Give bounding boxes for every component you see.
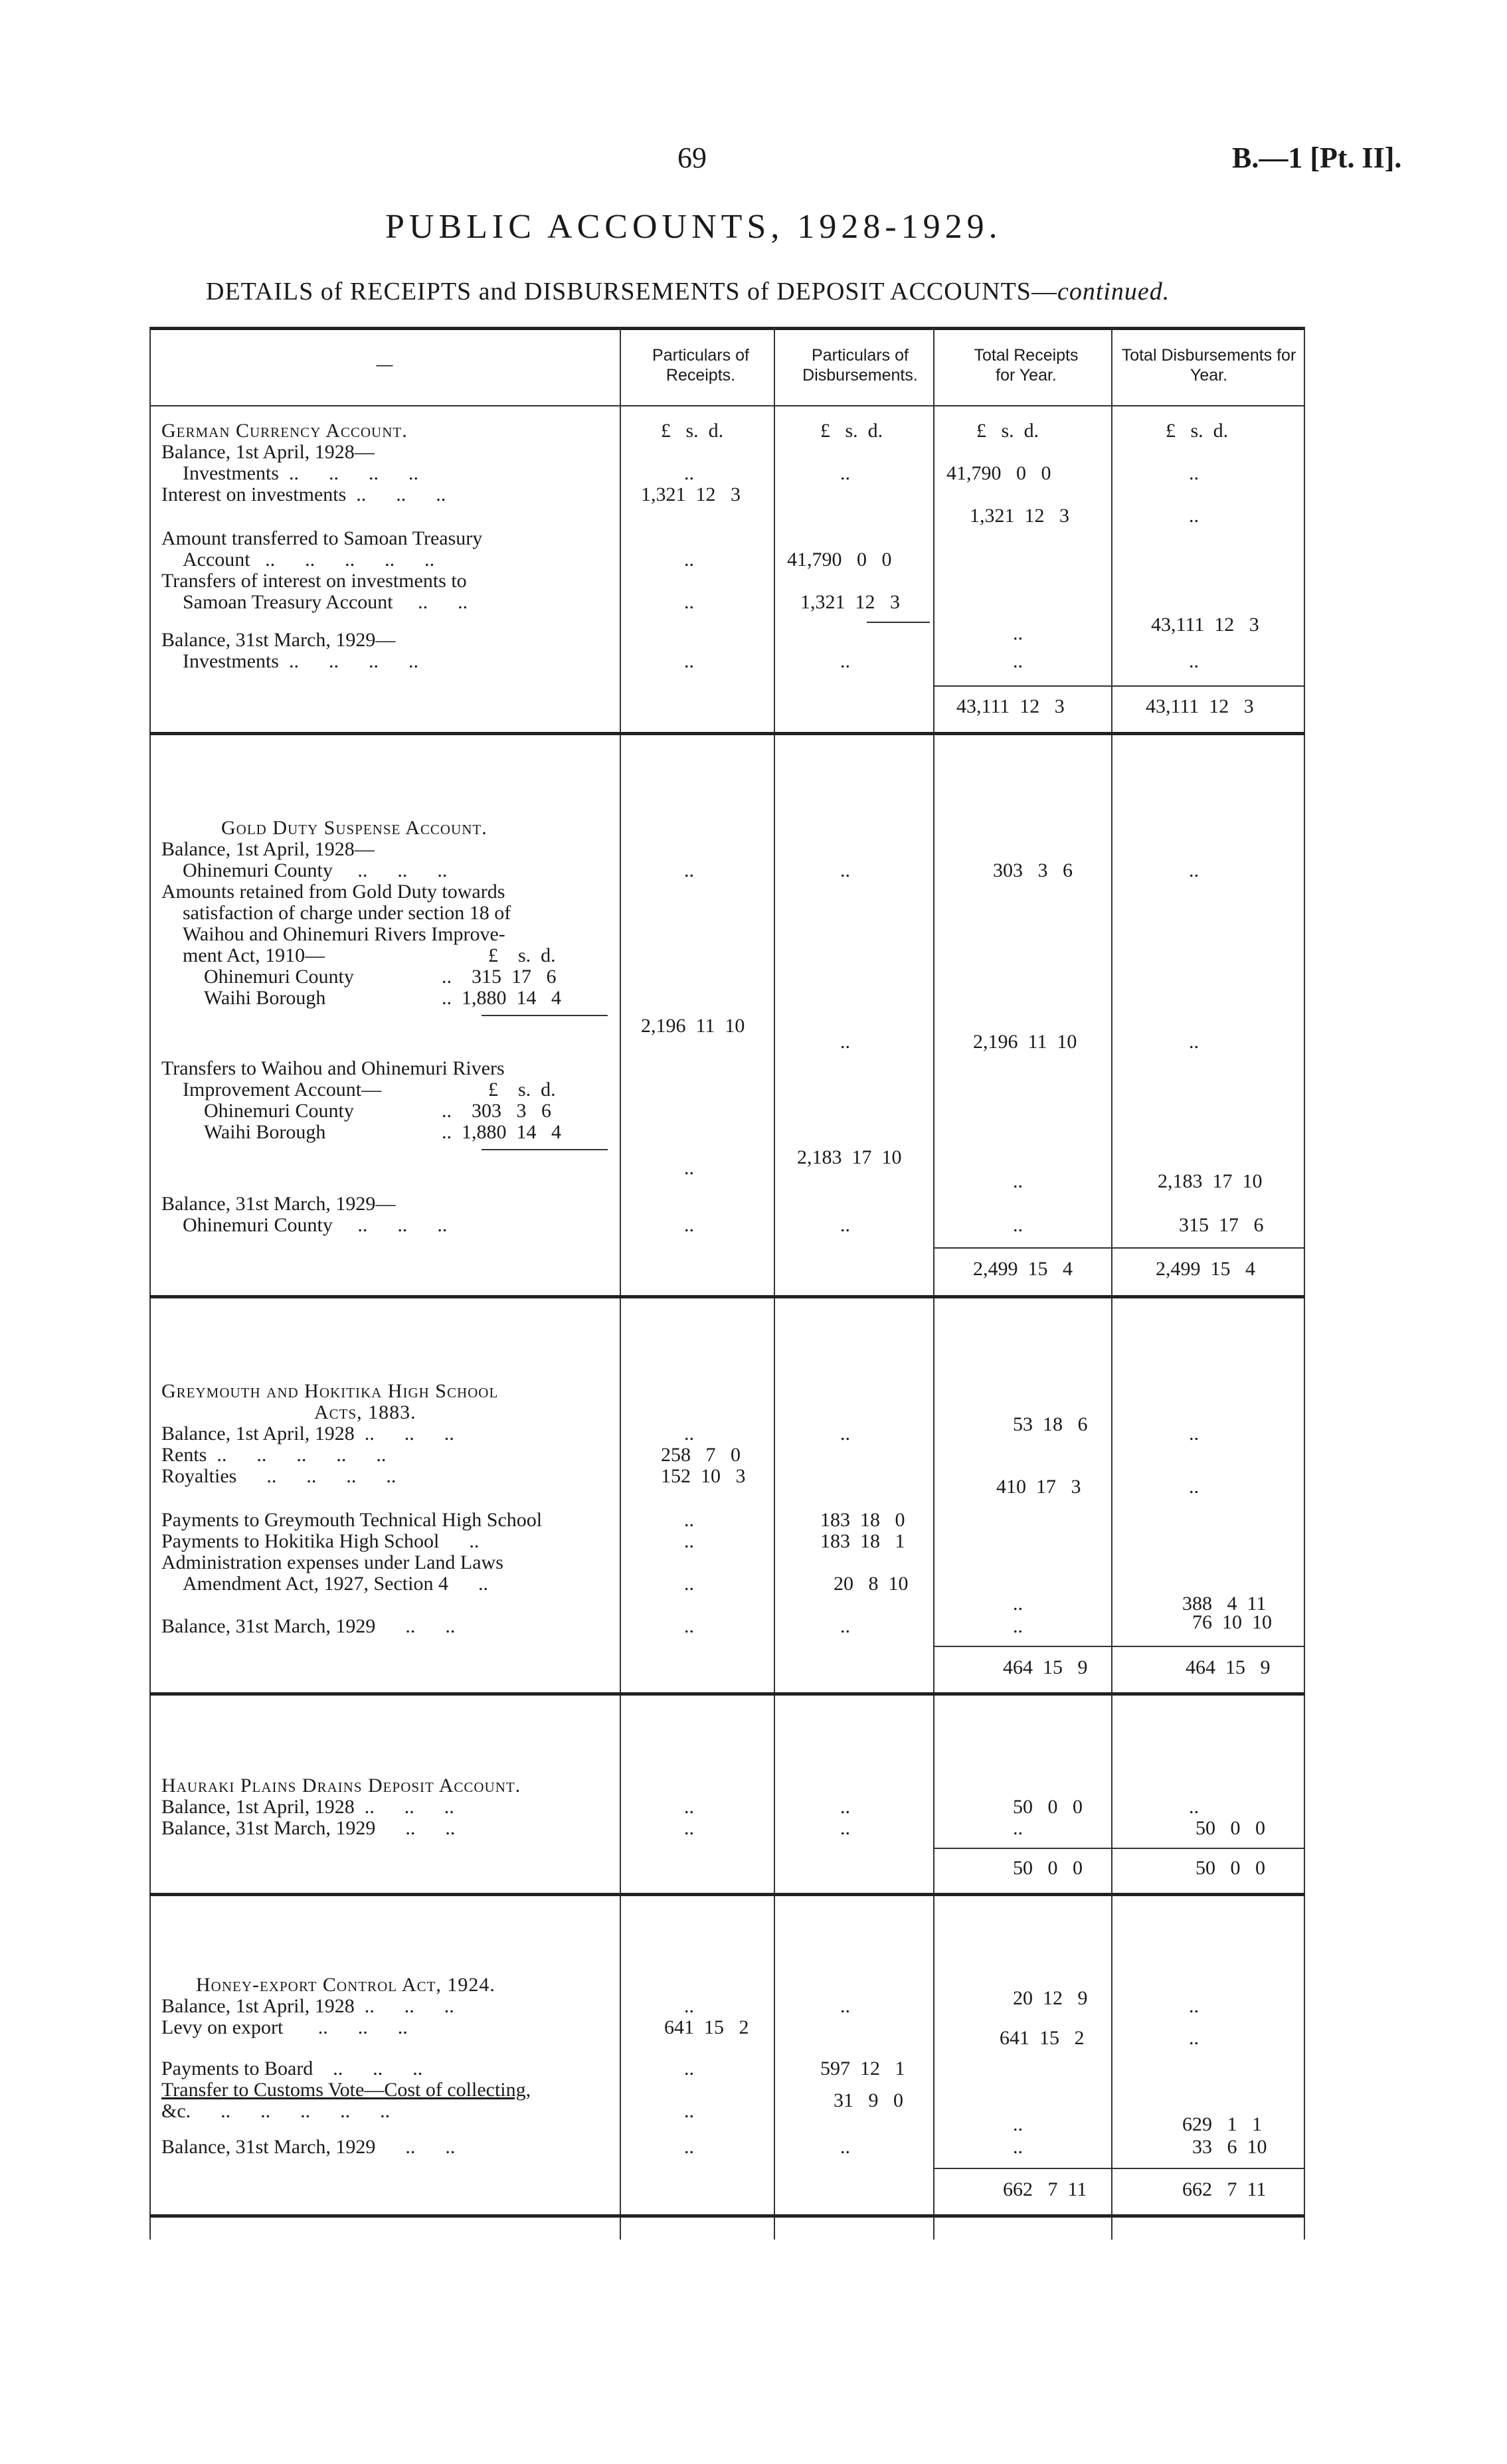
subtitle-main: DETAILS of RECEIPTS and DISBURSEMENTS of DEPOSIT ACCOUNTS— bbox=[206, 278, 1057, 306]
dots: .. bbox=[840, 1031, 850, 1053]
german-line: Investments .. .. .. .. bbox=[183, 462, 418, 484]
total-rule bbox=[934, 2168, 1304, 2169]
gold-line: Ohinemuri County .. .. .. bbox=[183, 859, 448, 881]
hauraki-total-disb-balance: 50 0 0 bbox=[1196, 1817, 1265, 1839]
dots: .. bbox=[684, 549, 694, 571]
dots: .. bbox=[1189, 1031, 1199, 1053]
gold-amount-waihi: .. 1,880 14 4 bbox=[442, 987, 561, 1009]
honey-line: Balance, 1st April, 1928 .. .. .. bbox=[161, 1995, 454, 2017]
dots: .. bbox=[684, 1573, 694, 1595]
table-top-rule bbox=[149, 327, 1305, 330]
page-subtitle bbox=[206, 277, 1170, 306]
german-grand-total-disbursements: 43,111 12 3 bbox=[1146, 695, 1254, 717]
gold-line: Balance, 1st April, 1928— bbox=[161, 838, 375, 860]
dots: .. bbox=[840, 462, 850, 484]
greymouth-line: Balance, 31st March, 1929 .. .. bbox=[161, 1615, 456, 1637]
german-grand-total-receipts: 43,111 12 3 bbox=[956, 695, 1065, 717]
greymouth-line: Royalties .. .. .. .. bbox=[161, 1465, 397, 1487]
dots: .. bbox=[840, 1423, 850, 1445]
dots: .. bbox=[1189, 2027, 1199, 2049]
gold-transfer-waihi: .. 1,880 14 4 bbox=[442, 1121, 561, 1143]
col-head-disbursements: Particulars of Disbursements. bbox=[802, 346, 918, 385]
honey-receipts-levy: 641 15 2 bbox=[664, 2016, 749, 2038]
dots: .. bbox=[684, 859, 694, 881]
dots: .. bbox=[840, 1995, 850, 2017]
document-reference: B.—1 [Pt. II]. bbox=[1232, 141, 1402, 174]
gold-total-disb-transfers: 2,183 17 10 bbox=[1158, 1170, 1263, 1192]
greymouth-total-disb-balance: 76 10 10 bbox=[1192, 1611, 1272, 1633]
greymouth-receipts-royalties: 152 10 3 bbox=[661, 1465, 746, 1487]
dots: .. bbox=[1189, 1796, 1199, 1818]
greymouth-grand-total-disbursements: 464 15 9 bbox=[1186, 1656, 1271, 1678]
german-disb-transfers: 1,321 12 3 bbox=[800, 591, 900, 613]
col-rule-total-receipts bbox=[933, 327, 934, 2240]
col-head-total-receipts: Total Receipts for Year. bbox=[974, 346, 1079, 385]
dots: .. bbox=[840, 1615, 850, 1637]
honey-line: Levy on export .. .. .. bbox=[161, 2016, 408, 2038]
dots: .. bbox=[684, 1214, 694, 1236]
gold-title: Gold Duty Suspense Account. bbox=[221, 817, 488, 839]
hauraki-line: Balance, 1st April, 1928 .. .. .. bbox=[161, 1796, 454, 1818]
dots: .. bbox=[684, 2100, 694, 2122]
greymouth-grand-total-receipts: 464 15 9 bbox=[1003, 1656, 1088, 1678]
hauraki-line: Balance, 31st March, 1929 .. .. bbox=[161, 1817, 456, 1839]
subtotal-rule bbox=[482, 1149, 608, 1150]
dots: .. bbox=[1013, 1214, 1023, 1236]
section-rule bbox=[149, 1893, 1305, 1896]
frame-left bbox=[149, 327, 151, 2240]
german-disb-amount-transferred: 41,790 0 0 bbox=[787, 549, 892, 571]
hauraki-grand-total-disbursements: 50 0 0 bbox=[1196, 1857, 1265, 1879]
dots: .. bbox=[684, 1615, 694, 1637]
col-rule-receipts bbox=[620, 327, 621, 2240]
gold-line: Improvement Account— bbox=[183, 1079, 382, 1100]
hauraki-total-receipts-balance: 50 0 0 bbox=[1013, 1796, 1083, 1818]
greymouth-line: Administration expenses under Land Laws bbox=[161, 1551, 503, 1573]
dots: .. bbox=[840, 1214, 850, 1236]
dots: .. bbox=[1013, 2136, 1023, 2158]
dots: .. bbox=[840, 1817, 850, 1839]
gold-total-disb-balance: 315 17 6 bbox=[1179, 1214, 1264, 1236]
subtotal-rule bbox=[482, 1015, 608, 1016]
dots: .. bbox=[684, 1530, 694, 1552]
german-line: Investments .. .. .. .. bbox=[183, 650, 418, 672]
honey-total-receipts-levy: 641 15 2 bbox=[1000, 2027, 1085, 2049]
honey-line: Balance, 31st March, 1929 .. .. bbox=[161, 2136, 456, 2158]
dots: .. bbox=[684, 1423, 694, 1445]
honey-title: Honey-export Control Act, 1924. bbox=[196, 1974, 495, 1996]
table-bottom-rule bbox=[149, 2214, 1305, 2218]
total-rule bbox=[934, 685, 1304, 687]
gold-disb-transfers: 2,183 17 10 bbox=[797, 1146, 902, 1168]
greymouth-total-disb-payments: 388 4 11 bbox=[1182, 1593, 1267, 1615]
subtotal-rule bbox=[867, 622, 930, 623]
hauraki-title: Hauraki Plains Drains Deposit Account. bbox=[161, 1775, 521, 1797]
honey-line: Transfer to Customs Vote—Cost of collecting, bbox=[161, 2079, 531, 2101]
dots: .. bbox=[1189, 859, 1199, 881]
greymouth-title: Acts, 1883. bbox=[314, 1401, 416, 1423]
total-rule bbox=[934, 1646, 1304, 1647]
dots: .. bbox=[1013, 622, 1023, 644]
col-rule-total-disb bbox=[1111, 327, 1112, 2240]
greymouth-disb-hokitika: 183 18 1 bbox=[820, 1530, 905, 1552]
dots: .. bbox=[1013, 1593, 1023, 1615]
german-line: Account .. .. .. .. .. bbox=[183, 549, 435, 571]
honey-line: &c. .. .. .. .. .. bbox=[161, 2100, 391, 2122]
dots: .. bbox=[684, 1157, 694, 1179]
german-receipts-interest: 1,321 12 3 bbox=[641, 484, 741, 505]
german-line: Amount transferred to Samoan Treasury bbox=[161, 527, 483, 549]
greymouth-disb-admin: 20 8 10 bbox=[834, 1573, 909, 1595]
gold-grand-total-disbursements: 2,499 15 4 bbox=[1156, 1258, 1255, 1280]
greymouth-line: Rents .. .. .. .. .. bbox=[161, 1444, 387, 1466]
col-head-total-disbursements: Total Disbursements for Year. bbox=[1121, 346, 1296, 385]
dots: .. bbox=[684, 1509, 694, 1531]
german-line: Balance, 1st April, 1928— bbox=[161, 441, 375, 463]
dots: .. bbox=[684, 2058, 694, 2079]
gold-line: Waihi Borough bbox=[204, 1121, 326, 1143]
german-title: German Currency Account. bbox=[161, 420, 408, 442]
honey-line: Payments to Board .. .. .. bbox=[161, 2058, 423, 2079]
dots: .. bbox=[1013, 1170, 1023, 1192]
section-rule bbox=[149, 1295, 1305, 1298]
dots: .. bbox=[684, 2136, 694, 2158]
honey-grand-total-receipts: 662 7 11 bbox=[1003, 2178, 1087, 2200]
german-total-disbursements: 43,111 12 3 bbox=[1151, 614, 1259, 636]
dots: .. bbox=[684, 591, 694, 613]
dots: .. bbox=[684, 1796, 694, 1818]
col-rule-disb bbox=[774, 327, 775, 2240]
currency-label: £ s. d. bbox=[820, 420, 883, 442]
dots: .. bbox=[840, 650, 850, 672]
header-rule bbox=[149, 405, 1305, 406]
dots: .. bbox=[840, 859, 850, 881]
greymouth-title: Greymouth and Hokitika High School bbox=[161, 1380, 499, 1402]
frame-right bbox=[1304, 327, 1305, 2240]
col-head-receipts: Particulars of Receipts. bbox=[652, 346, 749, 385]
greymouth-line: Payments to Greymouth Technical High School bbox=[161, 1509, 543, 1531]
gold-total-receipts-balance: 303 3 6 bbox=[993, 859, 1073, 881]
currency-label: £ s. d. bbox=[661, 420, 724, 442]
dots: .. bbox=[840, 2136, 850, 2158]
currency-label: £ s. d. bbox=[976, 420, 1039, 442]
dots: .. bbox=[1013, 1817, 1023, 1839]
dots: .. bbox=[1189, 505, 1199, 527]
gold-line: satisfaction of charge under section 18 of bbox=[183, 902, 511, 924]
greymouth-line: Amendment Act, 1927, Section 4 .. bbox=[183, 1573, 488, 1595]
honey-grand-total-disbursements: 662 7 11 bbox=[1182, 2178, 1267, 2200]
gold-line: Waihi Borough bbox=[204, 987, 326, 1009]
dots: .. bbox=[684, 1995, 694, 2017]
gold-line: Balance, 31st March, 1929— bbox=[161, 1193, 396, 1215]
german-line: Samoan Treasury Account .. .. bbox=[183, 591, 468, 613]
ledger-table bbox=[149, 327, 1305, 2240]
hauraki-grand-total-receipts: 50 0 0 bbox=[1013, 1857, 1083, 1879]
dots: .. bbox=[1013, 2113, 1023, 2135]
honey-total-receipts-balance: 20 12 9 bbox=[1013, 1987, 1088, 2009]
dots: .. bbox=[840, 1796, 850, 1818]
greymouth-total-receipts-balance: 53 18 6 bbox=[1013, 1413, 1088, 1435]
dots: .. bbox=[684, 1817, 694, 1839]
gold-line: Waihou and Ohinemuri Rivers Improve- bbox=[183, 923, 505, 945]
honey-total-disb-payments: 629 1 1 bbox=[1182, 2113, 1262, 2135]
greymouth-total-receipts-rents-royalties: 410 17 3 bbox=[996, 1476, 1081, 1498]
currency-label: £ s. d. bbox=[1166, 420, 1229, 442]
gold-amount-ohinemuri: .. 315 17 6 bbox=[442, 966, 557, 988]
german-total-receipts-interest: 1,321 12 3 bbox=[970, 505, 1069, 527]
dots: .. bbox=[1013, 1615, 1023, 1637]
gold-line: Amounts retained from Gold Duty towards bbox=[161, 881, 505, 903]
section-rule bbox=[149, 732, 1305, 735]
german-total-receipts-investments: 41,790 0 0 bbox=[946, 462, 1051, 484]
dots: .. bbox=[1189, 1476, 1199, 1498]
gold-line: Ohinemuri County bbox=[204, 966, 354, 988]
greymouth-line: Payments to Hokitika High School .. bbox=[161, 1530, 480, 1552]
total-rule bbox=[934, 1848, 1304, 1849]
greymouth-line: Balance, 1st April, 1928 .. .. .. bbox=[161, 1423, 454, 1445]
gold-line: ment Act, 1910— bbox=[183, 944, 325, 966]
gold-line: Ohinemuri County .. .. .. bbox=[183, 1214, 448, 1236]
gold-receipts-amounts: 2,196 11 10 bbox=[641, 1015, 745, 1037]
page-number: 69 bbox=[677, 141, 707, 174]
greymouth-receipts-rents: 258 7 0 bbox=[661, 1444, 741, 1466]
dots: .. bbox=[684, 462, 694, 484]
greymouth-disb-greymouth: 183 18 0 bbox=[820, 1509, 905, 1531]
gold-line: Transfers to Waihou and Ohinemuri Rivers bbox=[161, 1057, 505, 1079]
honey-disb-board: 597 12 1 bbox=[820, 2058, 905, 2079]
section-rule bbox=[149, 1692, 1305, 1696]
gold-total-receipts-amounts: 2,196 11 10 bbox=[973, 1031, 1077, 1053]
honey-disb-transfer: 31 9 0 bbox=[834, 2089, 903, 2111]
gold-grand-total-receipts: 2,499 15 4 bbox=[973, 1258, 1073, 1280]
gold-line: Ohinemuri County bbox=[204, 1100, 354, 1122]
subtitle-continued: continued. bbox=[1057, 278, 1170, 306]
gold-transfer-ohinemuri: .. 303 3 6 bbox=[442, 1100, 551, 1122]
dots: .. bbox=[1189, 650, 1199, 672]
gold-currency-label: £ s. d. bbox=[488, 944, 556, 966]
dots: .. bbox=[1189, 462, 1199, 484]
german-line: Interest on investments .. .. .. bbox=[161, 484, 446, 505]
german-line: Balance, 31st March, 1929— bbox=[161, 629, 396, 651]
dots: .. bbox=[1013, 650, 1023, 672]
gold-currency-label: £ s. d. bbox=[488, 1079, 556, 1100]
dots: .. bbox=[684, 650, 694, 672]
honey-total-disb-balance: 33 6 10 bbox=[1192, 2136, 1267, 2158]
page-title: PUBLIC ACCOUNTS, 1928-1929. bbox=[385, 208, 1002, 246]
total-rule bbox=[934, 1247, 1304, 1249]
dots: .. bbox=[1189, 1995, 1199, 2017]
german-line: Transfers of interest on investments to bbox=[161, 570, 467, 592]
col-head-description: — bbox=[376, 355, 393, 374]
dots: .. bbox=[1189, 1423, 1199, 1445]
